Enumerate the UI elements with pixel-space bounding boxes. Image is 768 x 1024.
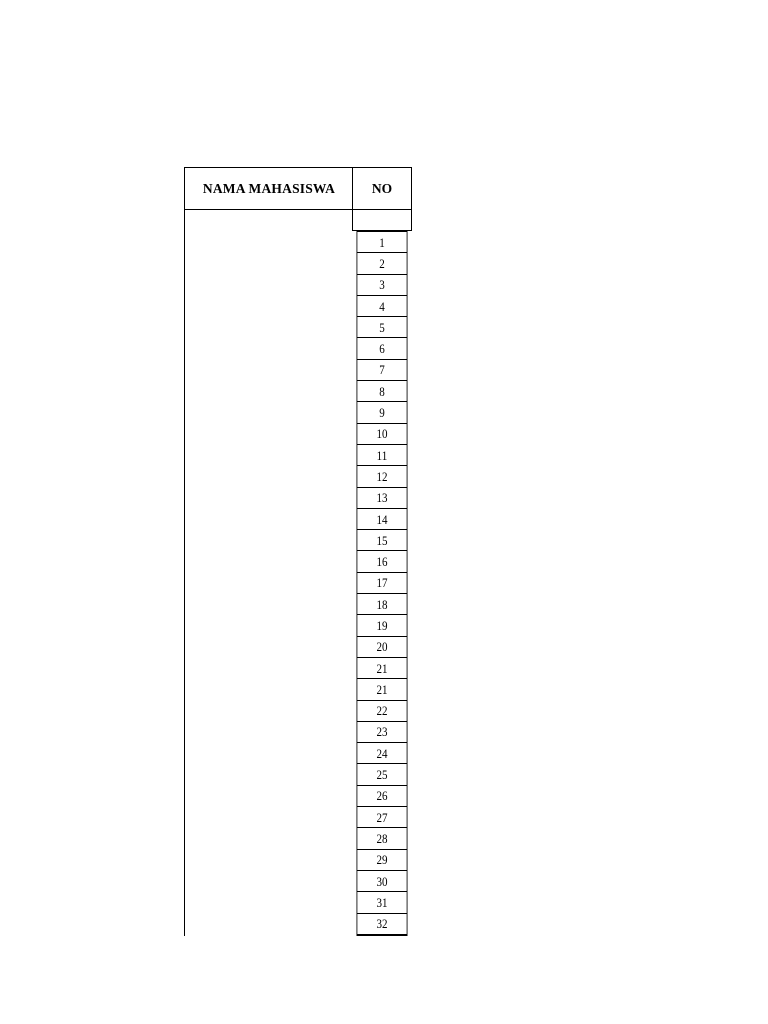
number-cell <box>357 763 408 784</box>
number-cell <box>357 572 408 593</box>
number-cell-text: 4 <box>379 298 385 314</box>
number-cell <box>357 337 408 358</box>
number-cell <box>357 657 408 678</box>
number-cell <box>357 508 408 529</box>
number-cell-text: 16 <box>376 554 388 570</box>
number-cell-text: 30 <box>376 873 388 889</box>
number-cell-text: 21 <box>376 660 388 676</box>
number-cell-text: 7 <box>379 362 385 378</box>
number-cell <box>357 529 408 550</box>
number-cell-text: 20 <box>376 639 388 655</box>
number-cell <box>357 785 408 806</box>
number-cell <box>357 231 408 252</box>
number-cell-text: 26 <box>376 788 388 804</box>
number-cell <box>357 274 408 295</box>
number-cell-text: 24 <box>376 745 388 761</box>
number-cell-text: 12 <box>376 468 388 484</box>
number-cell <box>357 252 408 273</box>
number-cell-text: 10 <box>376 426 388 442</box>
number-cell <box>357 827 408 848</box>
number-cell <box>357 891 408 912</box>
number-cell-text: 5 <box>379 319 385 335</box>
number-cell-text: 15 <box>376 532 388 548</box>
number-cell <box>357 550 408 571</box>
number-cell-text: 11 <box>376 447 388 463</box>
number-cell <box>357 380 408 401</box>
name-column <box>184 167 352 936</box>
number-cell-text: 27 <box>376 809 388 825</box>
number-cell <box>357 678 408 699</box>
number-cell-text: 9 <box>379 405 385 421</box>
number-cell <box>357 593 408 614</box>
number-cell-text: 1 <box>379 234 385 250</box>
number-column-header: NO <box>352 167 412 210</box>
number-cell <box>357 359 408 380</box>
number-cell-text: 14 <box>376 511 388 527</box>
number-cell <box>357 316 408 337</box>
number-cell <box>357 465 408 486</box>
number-cell-text: 6 <box>379 341 385 357</box>
name-column-header: NAMA MAHASISWA <box>185 167 353 210</box>
number-column <box>352 167 412 936</box>
number-cell <box>357 444 408 465</box>
number-cell-text: 32 <box>376 916 388 932</box>
number-cell-text: 29 <box>376 852 388 868</box>
number-cell-text: 23 <box>376 724 388 740</box>
number-cell-text: 21 <box>376 681 388 697</box>
number-list <box>352 231 412 936</box>
number-cell <box>357 700 408 721</box>
number-cell-text: 25 <box>376 767 388 783</box>
number-cell <box>357 614 408 635</box>
number-cell <box>357 487 408 508</box>
number-cell <box>357 913 408 936</box>
number-cell <box>357 295 408 316</box>
number-cell <box>357 870 408 891</box>
number-cell-text: 18 <box>376 596 388 612</box>
number-cell-text: 2 <box>379 255 385 271</box>
number-cell <box>357 742 408 763</box>
number-cell-text: 13 <box>376 490 388 506</box>
number-cell-text: 17 <box>376 575 388 591</box>
number-cell <box>357 423 408 444</box>
number-blank-cell <box>352 210 412 231</box>
number-cell-text: 3 <box>379 277 385 293</box>
number-cell <box>357 636 408 657</box>
number-cell-text: 8 <box>379 383 385 399</box>
number-cell <box>357 401 408 422</box>
number-cell <box>357 849 408 870</box>
number-cell-text: 22 <box>376 703 388 719</box>
number-cell <box>357 721 408 742</box>
number-cell-text: 28 <box>376 830 388 846</box>
number-cell-text: 31 <box>376 894 388 910</box>
number-cell-text: 19 <box>376 617 388 633</box>
attendance-table <box>184 167 412 936</box>
number-cell <box>357 806 408 827</box>
